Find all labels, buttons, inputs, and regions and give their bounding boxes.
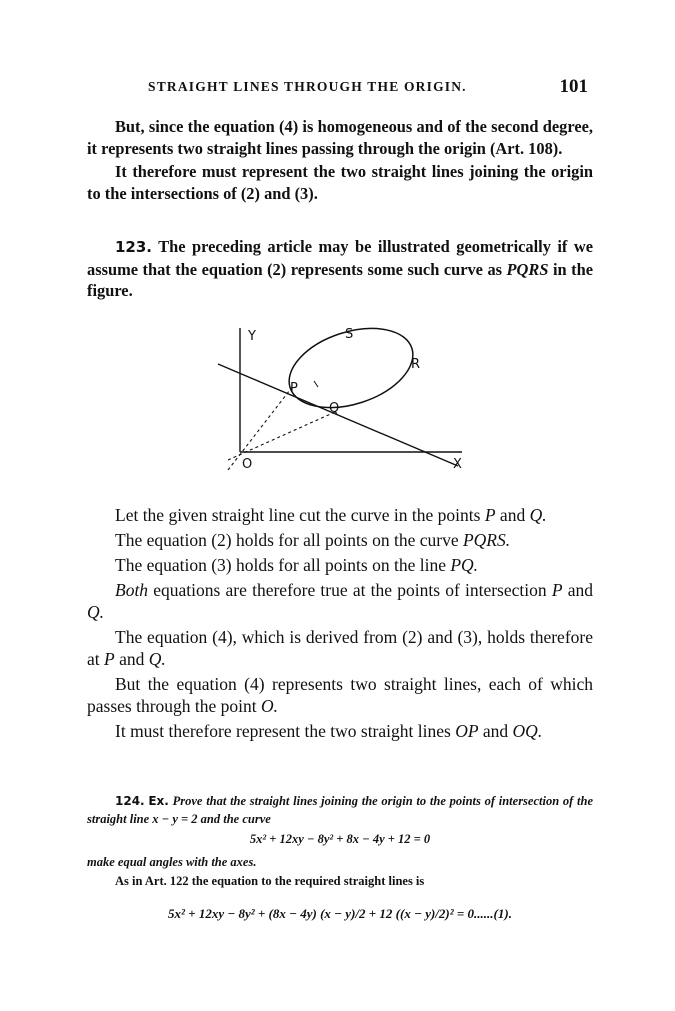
label-x: X — [453, 457, 462, 472]
article-123 — [87, 236, 593, 302]
both-word: Both — [115, 580, 149, 600]
article-number: 123. — [115, 238, 153, 256]
label-o: O — [242, 457, 253, 472]
geometric-figure — [210, 320, 480, 480]
line-oq — [228, 412, 335, 460]
body-p2-text: The equation (2) holds for all points on the curve — [115, 530, 459, 550]
curve-ref: PQRS. — [462, 530, 511, 550]
example-text: Prove that the straight lines joining the origin to the points of intersection of the straight line x − y = 2 and the curve — [87, 794, 594, 826]
body-paragraph-5 — [87, 626, 593, 670]
body-p3-text: The equation (3) holds for all points on the line — [115, 555, 446, 575]
line-ref: PQ. — [450, 555, 479, 575]
page-header — [88, 76, 588, 98]
label-y: Y — [248, 329, 256, 344]
body-p4-text: equations are therefore true at the points of intersection — [153, 580, 547, 600]
body-p6-text: But the equation (4) represents two straight lines, each of which passes through the point — [87, 674, 593, 716]
article-number: 124. — [115, 794, 145, 808]
point-q: Q. — [148, 649, 166, 669]
body-paragraph-1 — [87, 504, 593, 526]
article-123-paragraph — [87, 236, 593, 302]
example-condition-block — [87, 853, 593, 890]
label-p: P — [290, 381, 298, 396]
point-q: Q. — [87, 602, 105, 622]
page-number: 101 — [559, 76, 588, 97]
and-word: and — [499, 505, 526, 525]
body-p7-text: It must therefore represent the two straight lines — [115, 721, 451, 741]
label-s: S — [345, 327, 354, 342]
body-p5-text: The equation (4), which is derived from (2) and (3), holds therefore at — [87, 627, 593, 669]
art-reference: As in Art. 122 the equation to the required straight lines is — [115, 874, 425, 888]
intro-paragraph-1: But, since the equation (4) is homogeneous and of the second degree, it represents two straight lines passing through the origin (Art. 108). — [87, 117, 593, 158]
condition-text: make equal angles with the axes. — [87, 855, 257, 869]
example-prompt — [87, 792, 593, 828]
body-paragraph-3 — [87, 554, 593, 576]
curve-equation: 5x² + 12xy − 8y² + 8x − 4y + 12 = 0 — [249, 832, 431, 846]
label-r: R — [411, 357, 421, 372]
point-p: P — [104, 649, 115, 669]
body-paragraph-6 — [87, 673, 593, 717]
article-123-text-a: The preceding article may be illustrated geometrically if we assume that the equation (2) represents some such curve as — [87, 237, 593, 279]
result-equation: 5x² + 12xy − 8y² + (8x − 4y) (x − y)/2 + 12 ((x − y)/2)² = 0......(1). — [168, 906, 512, 921]
intro-paragraphs — [87, 116, 593, 204]
article-123-text-b: in the figure. — [87, 259, 593, 300]
and-word: and — [567, 580, 594, 600]
body-paragraph-7 — [87, 720, 593, 742]
body-p1-text: Let the given straight line cut the curve in the points — [115, 505, 481, 525]
and-word: and — [482, 721, 509, 741]
point-q: Q. — [529, 505, 547, 525]
figure-svg — [210, 320, 480, 480]
line-op-ref: OP — [455, 721, 479, 741]
running-head: STRAIGHT LINES THROUGH THE ORIGIN. — [148, 79, 467, 94]
body-paragraph-4 — [87, 579, 593, 623]
main-text — [87, 504, 593, 742]
curve-name: PQRS — [506, 259, 549, 279]
example-condition — [87, 853, 593, 871]
intro-paragraph-2: It therefore must represent the two straight lines joining the origin to the intersections of (2) and (3). — [87, 162, 593, 203]
line-oq-ref: OQ. — [512, 721, 543, 741]
line-op — [228, 386, 293, 470]
point-p: P — [551, 580, 563, 600]
point-o: O. — [261, 696, 279, 716]
and-word: and — [119, 649, 145, 669]
example-label: Ex. — [148, 794, 169, 808]
point-p: P — [484, 505, 496, 525]
label-q: Q — [329, 401, 340, 416]
article-124 — [87, 792, 593, 828]
body-paragraph-2 — [87, 529, 593, 551]
figure-tick-mark — [314, 381, 318, 387]
